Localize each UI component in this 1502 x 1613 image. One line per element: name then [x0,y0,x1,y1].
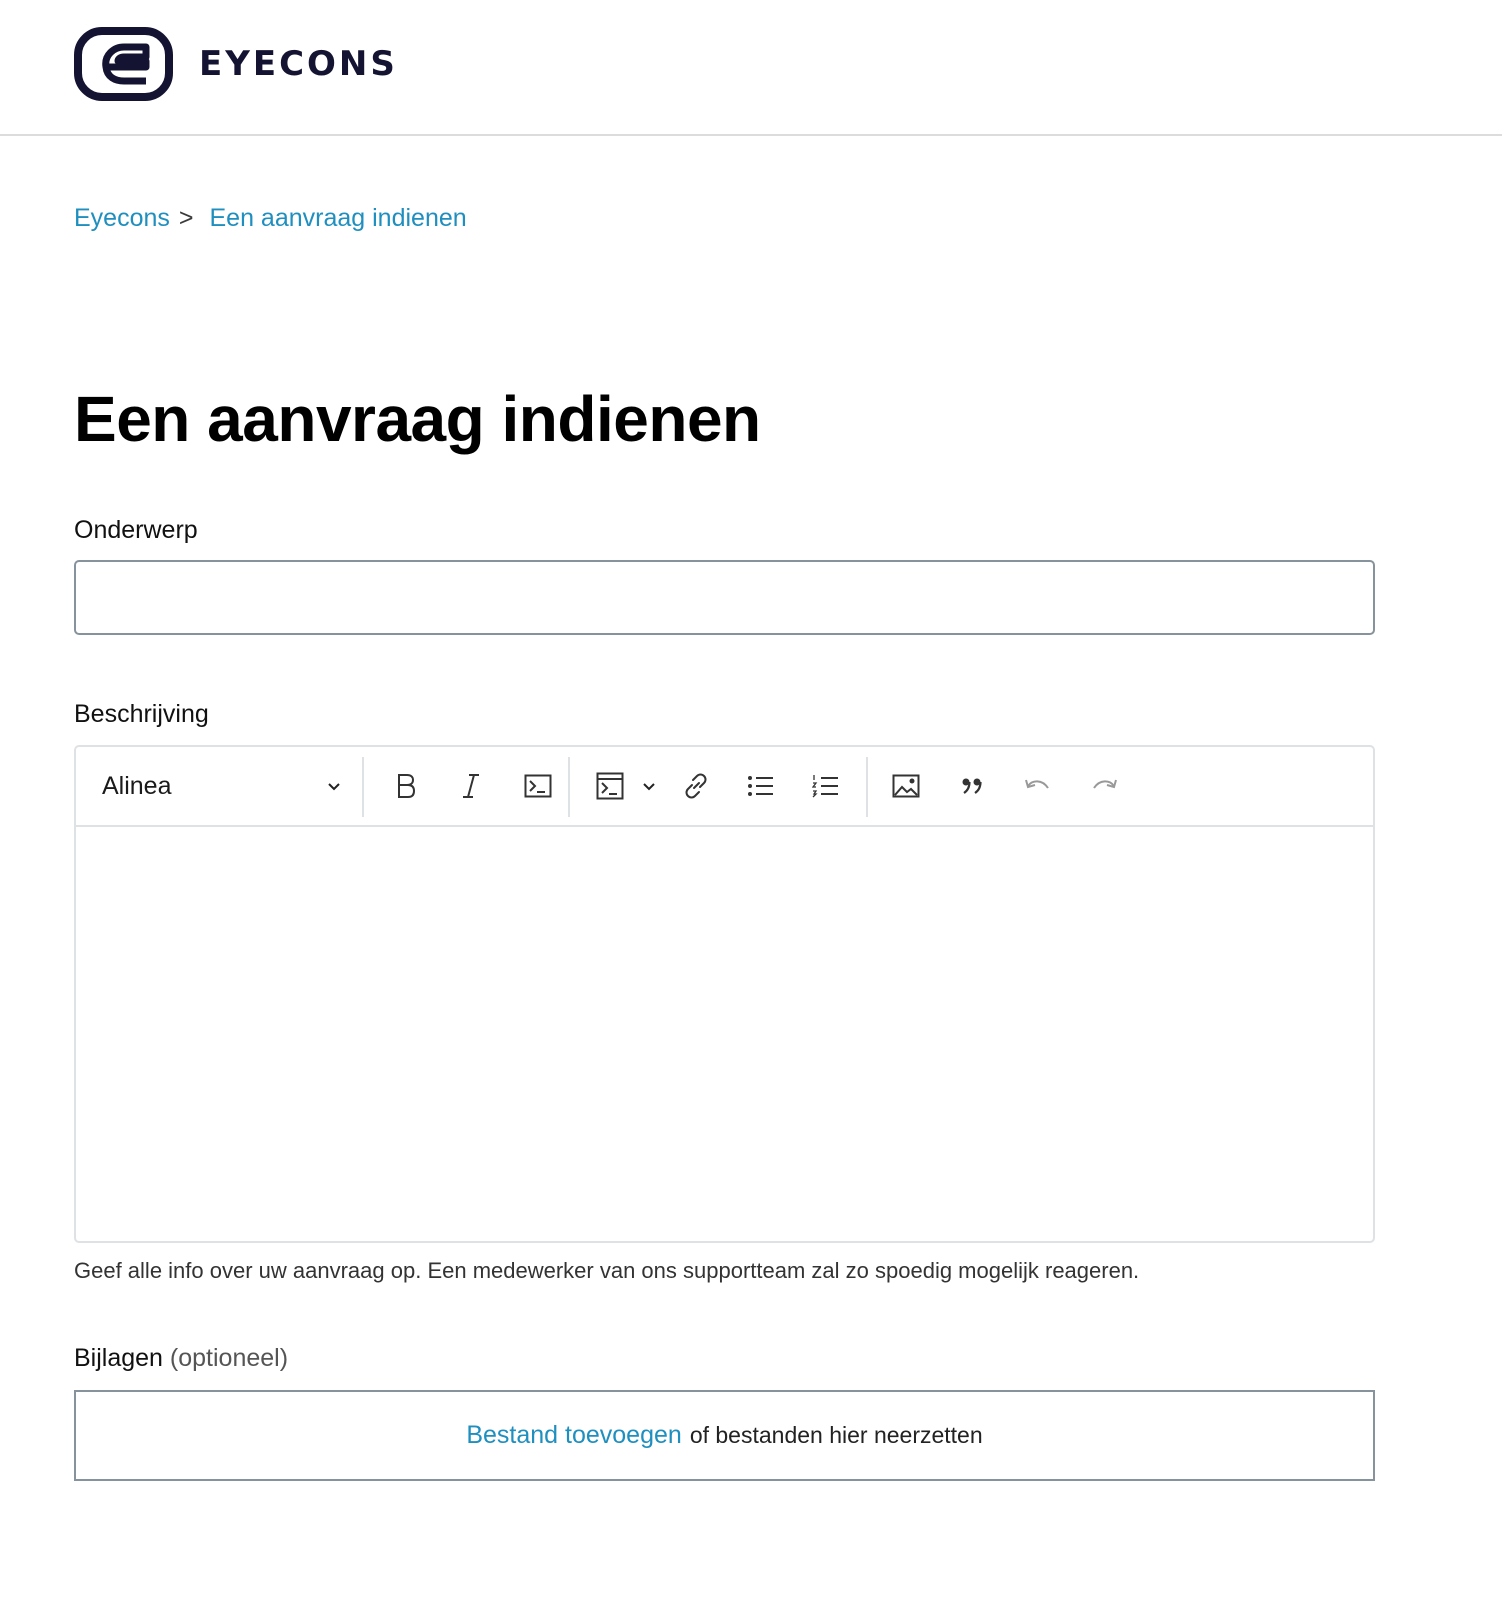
chevron-down-icon [326,778,342,794]
insert-image-button[interactable] [876,747,936,825]
breadcrumb-item-home[interactable]: Eyecons [74,204,170,232]
description-label: Beschrijving [74,700,209,728]
eyecons-logo-icon [74,27,173,101]
bulleted-list-button[interactable] [731,747,791,825]
add-file-link[interactable]: Bestand toevoegen [466,1421,682,1449]
numbered-list-button[interactable] [796,747,856,825]
breadcrumb-separator: > [178,204,194,232]
editor-toolbar [76,747,1373,827]
attachments-optional-text: (optioneel) [169,1344,289,1372]
paragraph-format-select[interactable] [102,747,342,825]
image-icon [892,774,920,798]
code-icon [524,774,552,798]
link-button[interactable] [666,747,726,825]
breadcrumb [74,204,467,233]
redo-button[interactable] [1074,747,1134,825]
italic-button[interactable] [441,747,501,825]
attachments-dropzone[interactable] [74,1390,1375,1481]
toolbar-divider [362,757,364,817]
brand-name: EYECONS [199,44,398,84]
chevron-down-icon [642,779,656,793]
description-hint: Geef alle info over uw aanvraag op. Een medewerker van ons supportteam zal zo spoedig mogelijk reageren. [74,1258,1140,1283]
numbered-list-icon [812,773,840,799]
bold-button[interactable] [376,747,436,825]
toolbar-divider [866,757,868,817]
subject-input[interactable] [74,560,1375,635]
blockquote-icon [961,776,985,796]
toolbar-divider [568,757,570,817]
code-block-button[interactable] [581,747,671,825]
subject-label: Onderwerp [74,516,198,544]
rich-text-editor [74,745,1375,1243]
attachments-label [74,1344,288,1373]
blockquote-button[interactable] [943,747,1003,825]
logo[interactable] [74,27,398,101]
code-block-icon [596,772,624,800]
site-header [0,0,1502,136]
attachments-label-text: Bijlagen [74,1344,163,1372]
format-selected-value: Alinea [102,771,172,800]
link-icon [682,772,710,800]
bold-icon [394,771,418,801]
code-button[interactable] [508,747,568,825]
breadcrumb-item-current[interactable]: Een aanvraag indienen [209,204,467,232]
italic-icon [459,771,483,801]
dropzone-text: of bestanden hier neerzetten [689,1422,983,1448]
bulleted-list-icon [747,774,775,798]
undo-button[interactable] [1008,747,1068,825]
undo-icon [1024,776,1052,796]
redo-icon [1090,776,1118,796]
page-title: Een aanvraag indienen [74,383,761,455]
description-editor-area[interactable] [76,827,1373,1241]
